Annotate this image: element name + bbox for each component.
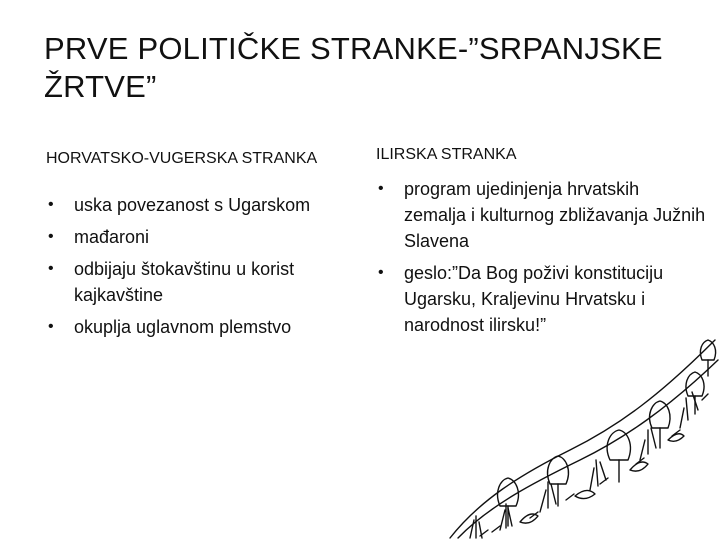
slide-title: PRVE POLITIČKE STRANKE-”SRPANJSKE ŽRTVE”: [44, 31, 663, 104]
right-bullet-item: • geslo:”Da Bog poživi konstituciju Ugarsku, Kraljevinu Hrvatsku i narodnost ilirsku!”: [376, 260, 706, 338]
left-bullet-item: • uska povezanost s Ugarskom: [46, 192, 356, 218]
left-bullet-list: [46, 192, 356, 340]
left-bullet-item: • mađaroni: [46, 224, 356, 250]
left-column: [46, 148, 356, 346]
right-column-heading: ILIRSKA STRANKA: [376, 146, 517, 163]
left-bullet-item: • odbijaju štokavštinu u korist kajkavštine: [46, 256, 356, 308]
right-bullet-item: • program ujedinjenja hrvatskih zemalja i kulturnog zbližavanja Južnih Slavena: [376, 176, 706, 254]
botanical-flowers-icon: [440, 300, 720, 540]
left-column-heading: HORVATSKO-VUGERSKA STRANKA: [46, 150, 318, 167]
left-bullet-item: • okuplja uglavnom plemstvo: [46, 314, 356, 340]
